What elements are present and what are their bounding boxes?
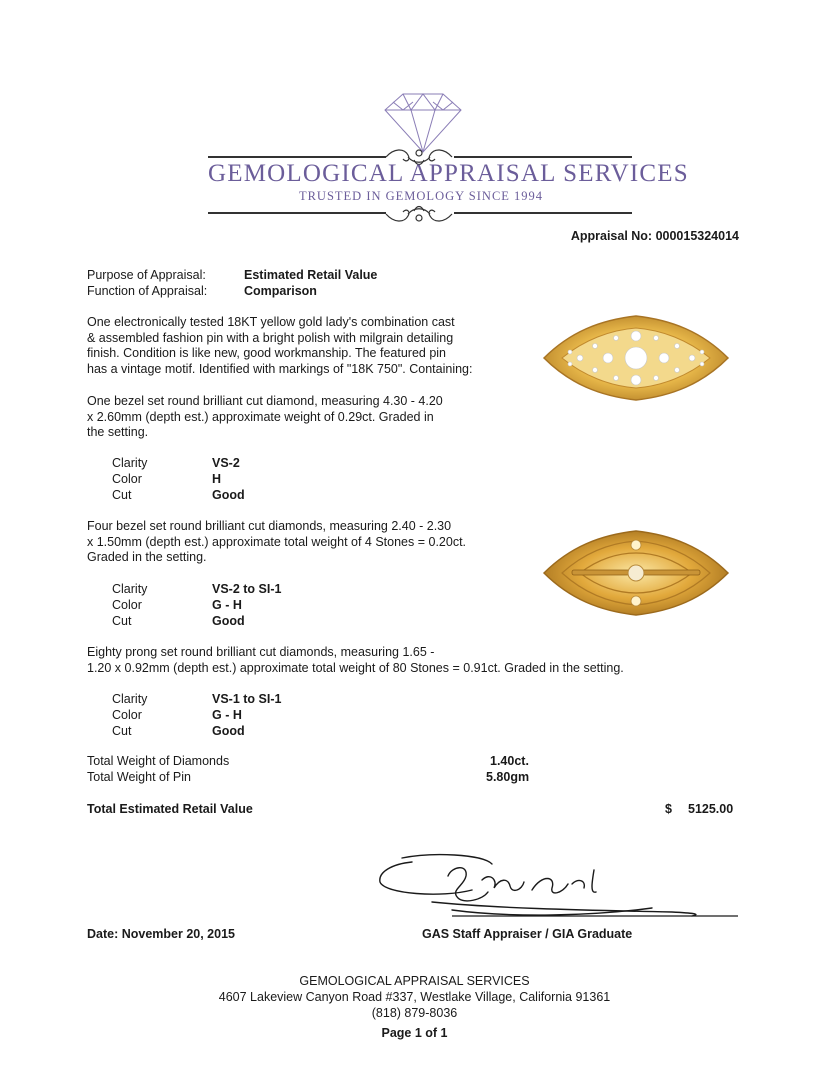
total-retail-label: Total Estimated Retail Value — [87, 802, 253, 816]
footer-address: 4607 Lakeview Canyon Road #337, Westlake Village, California 91361 — [218, 990, 611, 1004]
function-value: Comparison — [244, 284, 317, 298]
purpose-value: Estimated Retail Value — [244, 268, 378, 282]
spec-value: H — [212, 472, 222, 486]
spec-label: Color — [112, 472, 142, 486]
company-tagline: TRUSTED IN GEMOLOGY SINCE 1994 — [298, 189, 544, 203]
spec-value: Good — [212, 724, 245, 738]
stone-group-2-description — [87, 519, 466, 566]
spec-value: G - H — [212, 708, 242, 722]
total-pin-value: 5.80gm — [486, 770, 530, 784]
spec-label: Color — [112, 598, 142, 612]
stone-group-3-description — [87, 645, 624, 676]
diamond-icon — [383, 92, 463, 154]
spec-value: Good — [212, 614, 245, 628]
item-description — [87, 315, 472, 377]
footer-phone: (818) 879-8036 — [371, 1006, 458, 1020]
company-name: GEMOLOGICAL APPRAISAL SERVICES — [208, 160, 689, 187]
appraiser-title: GAS Staff Appraiser / GIA Graduate — [422, 927, 633, 941]
spec-label: Cut — [112, 614, 132, 628]
description-line: has a vintage motif. Identified with markings of "18K 750". Containing: — [87, 361, 473, 376]
description-line: One electronically tested 18KT yellow gold lady's combination cast — [87, 315, 455, 329]
footer-company: GEMOLOGICAL APPRAISAL SERVICES — [299, 974, 530, 988]
spec-value: VS-2 to SI-1 — [212, 582, 282, 596]
total-diamonds-value: 1.40ct. — [490, 754, 529, 768]
stone-description-line: 1.20 x 0.92mm (depth est.) approximate total weight of 80 Stones = 0.91ct. Graded in the setting. — [87, 660, 624, 675]
logo-top-rule-left — [208, 156, 386, 158]
stone-description-line: Eighty prong set round brilliant cut diamonds, measuring 1.65 - — [87, 645, 435, 659]
function-label: Function of Appraisal: — [87, 284, 208, 298]
appraisal-date: Date: November 20, 2015 — [87, 927, 235, 941]
total-diamonds-label: Total Weight of Diamonds — [87, 754, 230, 768]
stone-group-1-description — [87, 394, 443, 441]
page-number: Page 1 of 1 — [381, 1026, 448, 1040]
spec-label: Clarity — [112, 456, 148, 470]
appraiser-signature — [372, 850, 742, 922]
stone-description-line: x 2.60mm (depth est.) approximate weight of 0.29ct. Graded in — [87, 409, 434, 424]
stone-description-line: Four bezel set round brilliant cut diamonds, measuring 2.40 - 2.30 — [87, 519, 452, 533]
spec-label: Cut — [112, 488, 132, 502]
spec-label: Color — [112, 708, 142, 722]
flourish-bottom-icon — [384, 203, 454, 225]
stone-description-line: the setting. — [87, 425, 149, 439]
pin-back-photo — [540, 527, 732, 619]
description-line: finish. Condition is like new, good workmanship. The featured pin — [87, 346, 447, 360]
stone-description-line: Graded in the setting. — [87, 550, 207, 564]
purpose-label: Purpose of Appraisal: — [87, 268, 206, 282]
stone-description-line: One bezel set round brilliant cut diamond, measuring 4.30 - 4.20 — [87, 394, 443, 408]
spec-label: Cut — [112, 724, 132, 738]
spec-label: Clarity — [112, 692, 148, 706]
spec-value: VS-2 — [212, 456, 240, 470]
spec-value: Good — [212, 488, 245, 502]
currency-symbol: $ — [665, 802, 672, 816]
logo-bottom-rule-left — [208, 212, 386, 214]
appraisal-number: Appraisal No: 000015324014 — [570, 229, 739, 243]
description-line: & assembled fashion pin with a bright polish with milgrain detailing — [87, 330, 454, 345]
logo-bottom-rule-right — [454, 212, 632, 214]
spec-label: Clarity — [112, 582, 148, 596]
total-pin-label: Total Weight of Pin — [87, 770, 191, 784]
spec-value: G - H — [212, 598, 242, 612]
spec-value: VS-1 to SI-1 — [212, 692, 282, 706]
total-retail-value: 5125.00 — [688, 802, 734, 816]
pin-front-photo — [540, 312, 732, 404]
logo-top-rule-right — [454, 156, 632, 158]
stone-description-line: x 1.50mm (depth est.) approximate total weight of 4 Stones = 0.20ct. — [87, 534, 467, 549]
